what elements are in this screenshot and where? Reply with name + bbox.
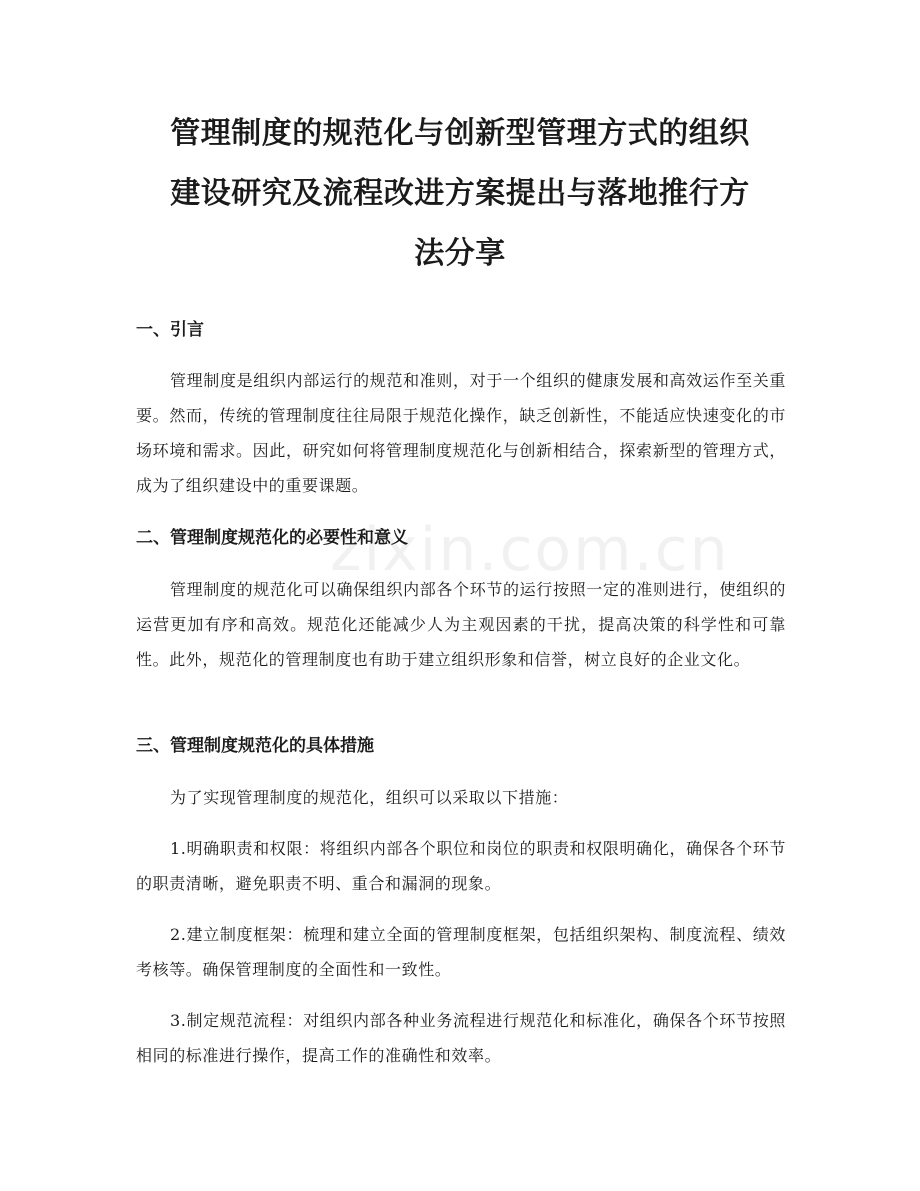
paragraph-necessity: 管理制度的规范化可以确保组织内部各个环节的运行按照一定的准则进行，使组织的运营更加有序和高效。规范化还能减少人为主观因素的干扰，提高决策的科学性和可靠性。此外，规范化的管理制度也有助于建立组织形象和信誉，树立良好的企业文化。 <box>136 580 786 669</box>
section-heading-intro: 一、引言 <box>136 320 204 340</box>
paragraph-intro: 管理制度是组织内部运行的规范和准则，对于一个组织的健康发展和高效运作至关重要。然而，传统的管理制度往往局限于规范化操作，缺乏创新性，不能适应快速变化的市场环境和需求。因此，研究如何将管理制度规范化与创新相结合，探索新型的管理方式，成为了组织建设中的重要课题。 <box>136 371 786 495</box>
paragraph-measures-intro: 为了实现管理制度的规范化，组织可以采取以下措施： <box>170 788 569 807</box>
section-heading-necessity: 二、管理制度规范化的必要性和意义 <box>136 528 408 548</box>
watermark: zixin.com.cn <box>330 515 730 585</box>
title-line-3: 法分享 <box>414 236 506 271</box>
document-title <box>130 104 790 284</box>
list-item-measure-2: 2.建立制度框架：梳理和建立全面的管理制度框架，包括组织架构、制度流程、绩效考核等。确保管理制度的全面性和一致性。 <box>136 925 786 979</box>
title-line-1: 管理制度的规范化与创新型管理方式的组织 <box>170 116 750 151</box>
section-heading-measures: 三、管理制度规范化的具体措施 <box>136 736 374 756</box>
title-line-2: 建设研究及流程改进方案提出与落地推行方 <box>170 176 750 211</box>
list-item-measure-3: 3.制定规范流程：对组织内部各种业务流程进行规范化和标准化，确保各个环节按照相同的标准进行操作，提高工作的准确性和效率。 <box>136 1011 786 1065</box>
list-item-measure-1: 1.明确职责和权限：将组织内部各个职位和岗位的职责和权限明确化，确保各个环节的职责清晰，避免职责不明、重合和漏洞的现象。 <box>136 839 786 893</box>
